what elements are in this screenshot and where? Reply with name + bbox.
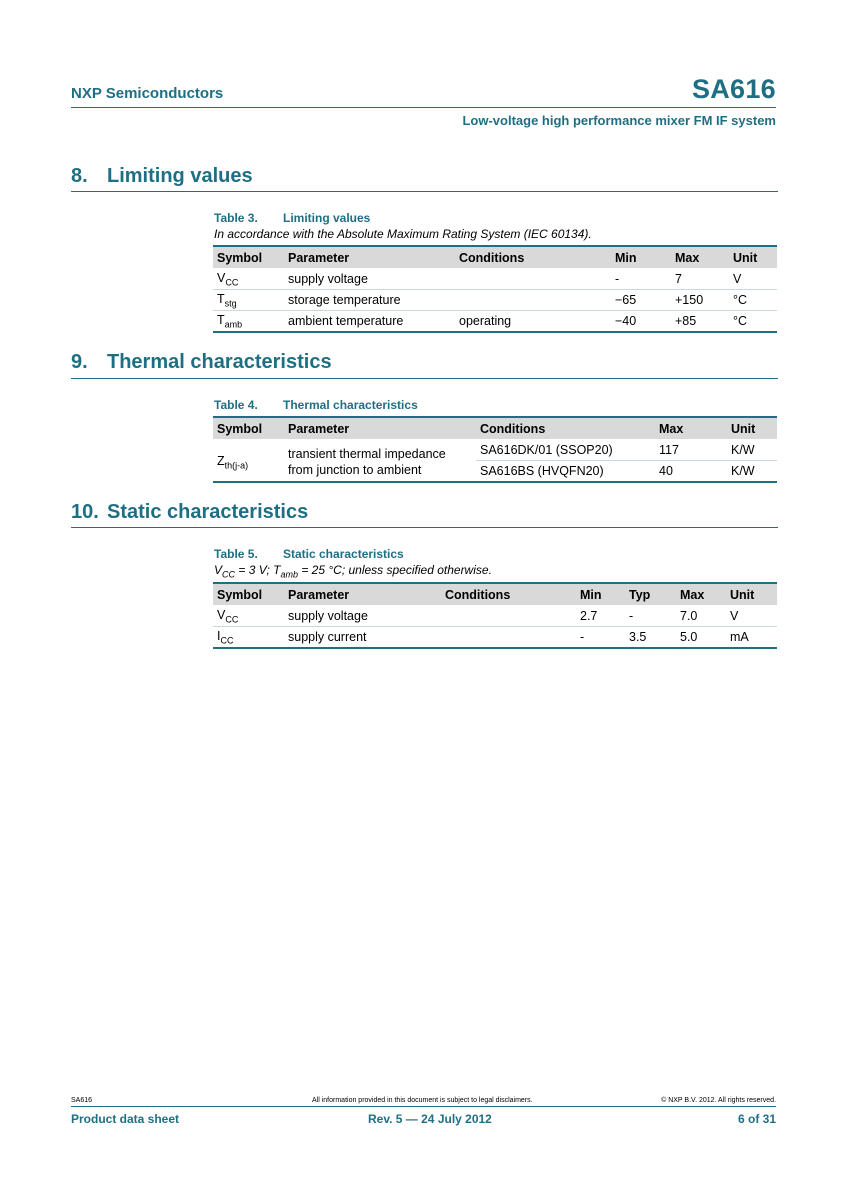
table-title: Thermal characteristics: [283, 398, 418, 412]
column-header: Unit: [729, 246, 777, 269]
table-note: $V_{CC} = 3$ V; $T_{amb} = 25$ °C; unless specified otherwise.: [214, 563, 492, 580]
max-cell: +85: [671, 311, 729, 333]
column-header: Max: [676, 583, 726, 606]
column-header: Conditions: [476, 417, 655, 440]
table-row: [213, 627, 777, 649]
column-header: Symbol: [213, 246, 284, 269]
column-header: Unit: [727, 417, 777, 440]
section-divider: [71, 527, 778, 528]
column-header: Min: [576, 583, 625, 606]
symbol-cell: $V_{CC}$: [213, 269, 284, 290]
conditions-cell: [455, 269, 611, 290]
table-header-row: [213, 417, 777, 440]
footer-disclaimer: All information provided in this document is subject to legal disclaimers.: [312, 1097, 533, 1104]
thermal-characteristics-table: [213, 416, 777, 483]
table-row: [213, 311, 777, 333]
section-number: 8.: [71, 165, 88, 187]
table-caption: [214, 398, 418, 412]
parameter-cell: supply voltage: [284, 269, 455, 290]
max-cell: 7: [671, 269, 729, 290]
unit-cell: mA: [726, 627, 777, 649]
footer-doc-id: SA616: [71, 1097, 93, 1104]
conditions-cell: operating: [455, 311, 611, 333]
table-title: Limiting values: [283, 211, 371, 225]
column-header: Parameter: [284, 246, 455, 269]
symbol-cell: $T_{amb}$: [213, 311, 284, 333]
parameter-cell: transient thermal impedance from junction to ambient: [284, 440, 476, 483]
symbol-cell: $Z_{th(j-a)}$: [213, 440, 284, 483]
min-cell: −65: [611, 290, 671, 311]
symbol-cell: $V_{CC}$: [213, 606, 284, 627]
table-label: Table 5.: [214, 547, 258, 561]
table-row: [213, 606, 777, 627]
table-caption: [214, 211, 370, 225]
section-heading-static-characteristics: [71, 501, 308, 524]
table-note: In accordance with the Absolute Maximum Rating System (IEC 60134).: [214, 227, 592, 241]
part-number: SA616: [691, 74, 776, 104]
footer-revision: Rev. 5 — 24 July 2012: [368, 1112, 492, 1126]
table-row: [213, 269, 777, 290]
column-header: Min: [611, 246, 671, 269]
conditions-cell: SA616BS (HVQFN20): [476, 461, 655, 483]
unit-cell: K/W: [727, 440, 777, 461]
section-title: Thermal characteristics: [107, 351, 332, 373]
min-cell: 2.7: [576, 606, 625, 627]
section-title: Limiting values: [107, 165, 253, 187]
unit-cell: °C: [729, 311, 777, 333]
max-cell: +150: [671, 290, 729, 311]
footer-doc-type: Product data sheet: [71, 1112, 180, 1126]
section-title: Static characteristics: [107, 501, 309, 523]
section-divider: [71, 191, 778, 192]
column-header: Symbol: [213, 417, 284, 440]
section-divider: [71, 378, 778, 379]
table-header-row: [213, 583, 777, 606]
section-number: 10.: [71, 501, 99, 523]
max-cell: 7.0: [676, 606, 726, 627]
footer-divider: [71, 1106, 776, 1107]
footer-copyright: © NXP B.V. 2012. All rights reserved.: [661, 1097, 776, 1104]
section-number: 9.: [71, 351, 88, 373]
typ-cell: -: [625, 606, 676, 627]
min-cell: -: [611, 269, 671, 290]
parameter-cell: ambient temperature: [284, 311, 455, 333]
header-divider: [71, 107, 776, 108]
limiting-values-table: [213, 245, 777, 333]
column-header: Parameter: [284, 583, 441, 606]
company-name: NXP Semiconductors: [71, 85, 224, 102]
symbol-cell: $T_{stg}$: [213, 290, 284, 311]
unit-cell: V: [729, 269, 777, 290]
column-header: Max: [655, 417, 727, 440]
conditions-cell: SA616DK/01 (SSOP20): [476, 440, 655, 461]
table-title: Static characteristics: [283, 547, 404, 561]
unit-cell: V: [726, 606, 777, 627]
column-header: Typ: [625, 583, 676, 606]
column-header: Unit: [726, 583, 777, 606]
column-header: Conditions: [441, 583, 576, 606]
column-header: Symbol: [213, 583, 284, 606]
column-header: Parameter: [284, 417, 476, 440]
parameter-cell: supply current: [284, 627, 441, 649]
max-cell: 117: [655, 440, 727, 461]
conditions-cell: [441, 627, 576, 649]
conditions-cell: [441, 606, 576, 627]
section-heading-thermal-characteristics: [71, 351, 332, 374]
table-row: [213, 440, 777, 461]
unit-cell: °C: [729, 290, 777, 311]
parameter-cell: supply voltage: [284, 606, 441, 627]
conditions-cell: [455, 290, 611, 311]
max-cell: 40: [655, 461, 727, 483]
unit-cell: K/W: [727, 461, 777, 483]
document-subtitle: Low-voltage high performance mixer FM IF system: [462, 113, 776, 128]
table-row: [213, 290, 777, 311]
table-caption: [214, 547, 404, 561]
table-label: Table 4.: [214, 398, 258, 412]
min-cell: −40: [611, 311, 671, 333]
footer-page-number: 6 of 31: [737, 1112, 776, 1126]
section-heading-limiting-values: [71, 165, 253, 188]
column-header: Conditions: [455, 246, 611, 269]
typ-cell: 3.5: [625, 627, 676, 649]
max-cell: 5.0: [676, 627, 726, 649]
table-label: Table 3.: [214, 211, 258, 225]
parameter-cell: storage temperature: [284, 290, 455, 311]
min-cell: -: [576, 627, 625, 649]
table-header-row: [213, 246, 777, 269]
static-characteristics-table: [213, 582, 777, 649]
column-header: Max: [671, 246, 729, 269]
symbol-cell: $I_{CC}$: [213, 627, 284, 649]
